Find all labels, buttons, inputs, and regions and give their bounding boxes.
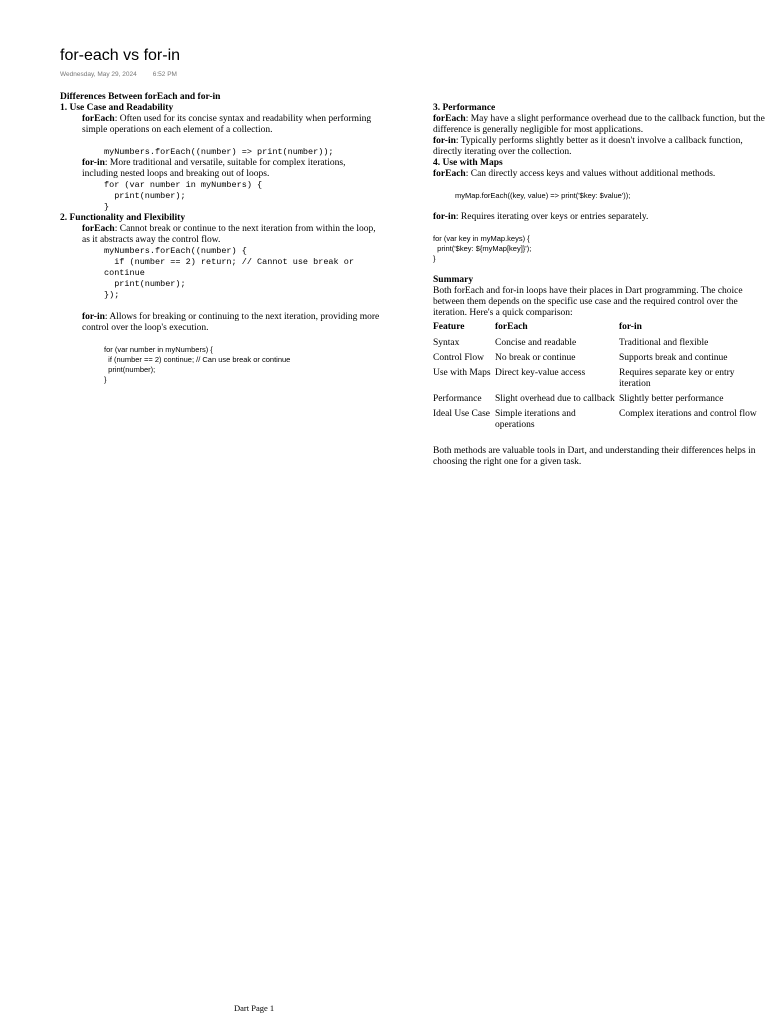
page-title: for-each vs for-in	[60, 47, 181, 64]
section-2-body	[60, 224, 380, 385]
s2-forin-paragraph	[82, 312, 380, 334]
s1-foreach-text: : Often used for its concise syntax and readability when performing simple operations on each element of a collection.	[82, 114, 372, 135]
s3-forin-label: for-in	[433, 136, 456, 146]
table-cell: Slight overhead due to callback	[495, 394, 615, 404]
s3-forin-text: : Typically performs slightly better as it doesn't involve a callback function, directly iterating over the collection.	[433, 136, 743, 157]
table-cell: Simple iterations and operations	[495, 409, 576, 430]
table-row	[433, 338, 765, 353]
table-cell: Performance	[433, 394, 482, 404]
section-1-body	[60, 114, 380, 213]
table-row	[433, 353, 765, 368]
table-header-row	[433, 322, 765, 338]
s1-foreach-label: forEach	[82, 114, 115, 124]
s4-foreach-paragraph	[433, 169, 765, 180]
section-heading: Differences Between forEach and for-in	[60, 92, 221, 102]
table-cell: Concise and readable	[495, 338, 577, 348]
table-cell: Use with Maps	[433, 368, 491, 378]
table-cell: Supports break and continue	[619, 353, 728, 363]
page-time: 6:52 PM	[152, 71, 177, 78]
s1-forin-text: : More traditional and versatile, suitable for complex iterations, including nested loops and breaking out of loops.	[82, 158, 346, 179]
s1-foreach-paragraph	[82, 114, 380, 136]
s4-code-foreach: myMap.forEach((key, value) => print('$key: $value'));	[455, 191, 631, 200]
s2-foreach-label: forEach	[82, 224, 115, 234]
s3-foreach-paragraph	[433, 114, 765, 136]
s1-code-foreach: myNumbers.forEach((number) => print(number));	[104, 147, 334, 157]
s2-code-foreach: myNumbers.forEach((number) { if (number == 2) return; // Cannot use break or continue print(number); });	[104, 246, 354, 300]
table-cell: Requires separate key or entry iteration	[619, 368, 735, 389]
s4-foreach-label: forEach	[433, 169, 466, 179]
s4-forin-label: for-in	[433, 212, 456, 222]
table-header-cell: forEach	[495, 322, 528, 332]
table-cell: Direct key-value access	[495, 368, 586, 378]
summary-closing: Both methods are valuable tools in Dart, and understanding their differences helps in choosing the right one for a given task.	[433, 446, 756, 467]
table-cell: Slightly better performance	[619, 394, 724, 404]
s2-code-forin: for (var number in myNumbers) { if (number == 2) continue; // Can use break or continue print(number); }	[104, 345, 291, 384]
table-cell: Complex iterations and control flow	[619, 409, 757, 419]
section-2-title: 2. Functionality and Flexibility	[60, 213, 186, 223]
table-cell: Syntax	[433, 338, 460, 348]
s3-forin-paragraph	[433, 136, 765, 158]
s3-foreach-text: : May have a slight performance overhead due to the callback function, but the difference is generally negligible for most applications.	[433, 114, 765, 135]
page-datetime	[60, 70, 177, 79]
section-3-title: 3. Performance	[433, 103, 496, 113]
page-date: Wednesday, May 29, 2024	[60, 71, 137, 78]
summary-title: Summary	[433, 275, 474, 285]
table-cell: No break or continue	[495, 353, 576, 363]
table-header-cell: Feature	[433, 322, 465, 332]
table-row	[433, 409, 765, 435]
summary-text: Both forEach and for-in loops have their places in Dart programming. The choice between them depends on the specific use case and the required control over the iteration. Here's a quick comparison:	[433, 286, 743, 318]
table-cell: Traditional and flexible	[619, 338, 709, 348]
table-header-cell: for-in	[619, 322, 642, 332]
s3-foreach-label: forEach	[433, 114, 466, 124]
table-cell: Ideal Use Case	[433, 409, 490, 419]
table-cell: Control Flow	[433, 353, 484, 363]
s2-foreach-paragraph	[82, 224, 380, 246]
s1-forin-paragraph	[82, 158, 380, 180]
s2-forin-text: : Allows for breaking or continuing to the next iteration, providing more control over the loop's execution.	[82, 312, 380, 333]
s4-forin-paragraph	[433, 212, 765, 223]
s4-forin-text: : Requires iterating over keys or entries separately.	[455, 212, 649, 222]
left-column	[60, 92, 380, 385]
s4-foreach-text: : Can directly access keys and values without additional methods.	[465, 169, 716, 179]
comparison-table	[433, 322, 765, 435]
s2-foreach-text: : Cannot break or continue to the next iteration from within the loop, as it abstracts away the control flow.	[82, 224, 376, 245]
section-1-title: 1. Use Case and Readability	[60, 103, 174, 113]
s1-forin-label: for-in	[82, 158, 105, 168]
table-row	[433, 394, 765, 409]
section-4-title: 4. Use with Maps	[433, 158, 503, 168]
s1-code-forin: for (var number in myNumbers) { print(number); }	[104, 180, 263, 212]
s4-code-forin: for (var key in myMap.keys) { print('$key: ${myMap[key]}'); }	[433, 234, 532, 263]
table-row	[433, 368, 765, 394]
right-column	[433, 103, 765, 468]
page-footer: Dart Page 1	[234, 1003, 275, 1013]
s2-forin-label: for-in	[82, 312, 105, 322]
